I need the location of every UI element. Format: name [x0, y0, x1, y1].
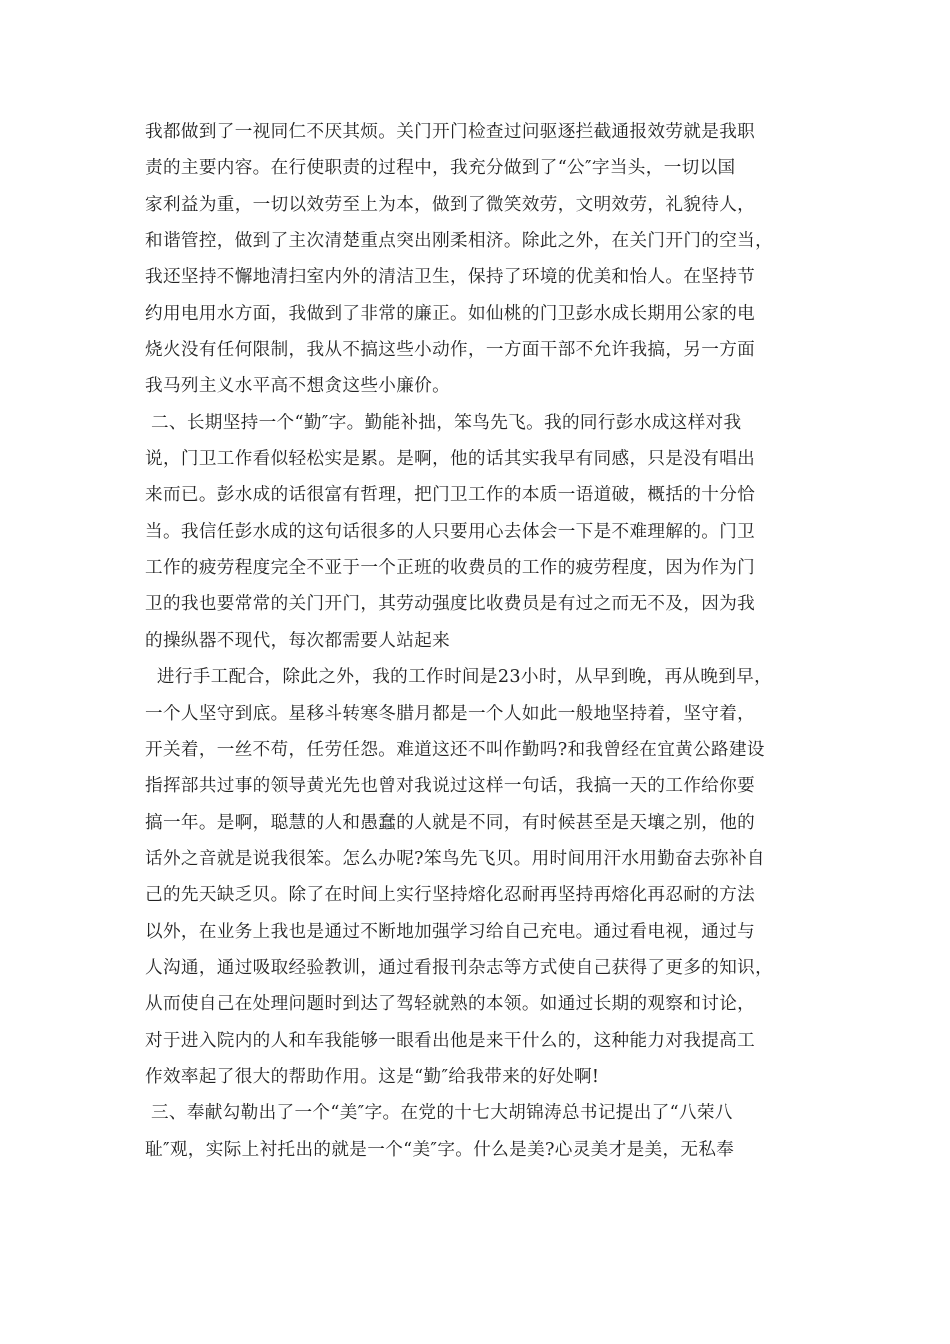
text-line: 己的先天缺乏贝。除了在时间上实行坚持熔化忍耐再坚持再熔化再忍耐的方法: [145, 885, 756, 906]
text-line: 开关着，一丝不苟，任劳任怨。难道这还不叫作勤吗?和我曾经在宜黄公路建设: [145, 739, 765, 760]
text-line: 人沟通，通过吸取经验教训，通过看报刊杂志等方式使自己获得了更多的知识，: [145, 957, 774, 978]
text-line: 三、奉献勾勒出了一个“美″字。在党的十七大胡锦涛总书记提出了“八荣八: [145, 1103, 733, 1124]
text-line: 家利益为重，一切以效劳至上为本，做到了微笑效劳，文明效劳，礼貌待人，: [145, 194, 756, 215]
text-line: 进行手工配合，除此之外，我的工作时间是23小时，从早到晚，再从晚到早，: [145, 667, 773, 688]
body-text: [145, 114, 825, 1168]
text-line: 和谐管控，做到了主次清楚重点突出刚柔相济。除此之外，在关门开门的空当，: [145, 231, 774, 252]
text-line: 卫的我也要常常的关门开门，其劳动强度比收费员是有过之而无不及，因为我: [145, 594, 756, 615]
text-line: 一个人坚守到底。星移斗转寒冬腊月都是一个人如此一般地坚持着，坚守着，: [145, 703, 756, 724]
text-line: 对于进入院内的人和车我能够一眼看出他是来干什么的，这种能力对我提高工: [145, 1030, 756, 1051]
text-line: 我马列主义水平高不想贪这些小廉价。: [145, 376, 451, 397]
text-line: 当。我信任彭水成的这句话很多的人只要用心去体会一下是不难理解的。门卫: [145, 521, 756, 542]
text-line: 约用电用水方面，我做到了非常的廉正。如仙桃的门卫彭水成长期用公家的电: [145, 303, 756, 324]
text-line: 的操纵器不现代，每次都需要人站起来: [145, 630, 451, 651]
text-line: 话外之音就是说我很笨。怎么办呢?笨鸟先飞贝。用时间用汗水用勤奋去弥补自: [145, 848, 765, 869]
text-line: 烧火没有任何限制，我从不搞这些小动作，一方面干部不允许我搞，另一方面: [145, 340, 756, 361]
text-line: 耻″观，实际上衬托出的就是一个“美″字。什么是美?心灵美才是美，无私奉: [145, 1139, 735, 1160]
text-line: 搞一年。是啊，聪慧的人和愚蠢的人就是不同，有时候甚至是天壤之别，他的: [145, 812, 756, 833]
text-line: 作效率起了很大的帮助作用。这是“勤″给我带来的好处啊!: [145, 1066, 600, 1087]
text-line: 我还坚持不懈地清扫室内外的清洁卫生，保持了环境的优美和怡人。在坚持节: [145, 267, 756, 288]
text-line: 我都做到了一视同仁不厌其烦。关门开门检查过问驱逐拦截通报效劳就是我职: [145, 122, 756, 142]
text-line: 责的主要内容。在行使职责的过程中，我充分做到了“公″字当头，一切以国: [145, 158, 736, 179]
text-line: 工作的疲劳程度完全不亚于一个正班的收费员的工作的疲劳程度，因为作为门: [145, 558, 756, 579]
text-line: 来而已。彭水成的话很富有哲理，把门卫工作的本质一语道破，概括的十分恰: [145, 485, 756, 506]
text-line: 二、长期坚持一个“勤″字。勤能补拙，笨鸟先飞。我的同行彭水成这样对我: [145, 412, 742, 433]
text-line: 说，门卫工作看似轻松实是累。是啊，他的话其实我早有同感，只是没有唱出: [145, 449, 756, 470]
text-line: 从而使自己在处理问题时到达了驾轻就熟的本领。如通过长期的观察和讨论，: [145, 994, 756, 1015]
text-line: 指挥部共过事的领导黄光先也曾对我说过这样一句话，我搞一天的工作给你要: [145, 776, 756, 797]
text-line: 以外，在业务上我也是通过不断地加强学习给自己充电。通过看电视，通过与: [145, 921, 756, 942]
